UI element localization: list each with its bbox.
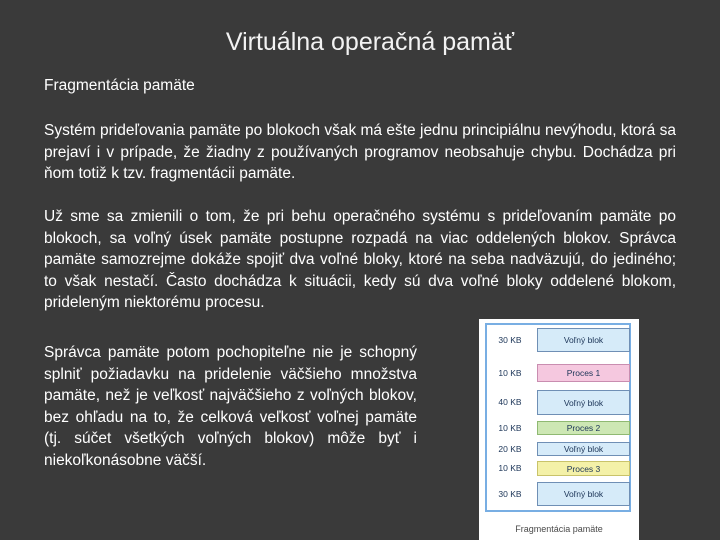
block-size-label: 10 KB — [498, 423, 522, 433]
memory-row — [487, 364, 633, 382]
block-size-label: 20 KB — [498, 444, 522, 454]
free-block: Voľný blok — [537, 390, 630, 415]
free-block: Voľný blok — [537, 328, 630, 352]
process-block: Proces 3 — [537, 461, 630, 476]
block-size-label: 10 KB — [498, 463, 522, 473]
figure-caption: Fragmentácia pamäte — [515, 524, 603, 534]
memory-row — [487, 461, 633, 476]
process-block: Proces 2 — [537, 421, 630, 435]
block-size-label: 30 KB — [498, 335, 522, 345]
memory-row — [487, 482, 633, 506]
paragraph-3: Správca pamäte potom pochopiteľne nie je schopný splniť požiadavku na pridelenie väčšieho množstva pamäte, než je veľkosť najväčšieho z voľných blokov, bez ohľadu na to, že celková veľkosť voľnej pamäte (tj. súčet všetkých voľných blokov) môže byť i niekoľkonásobne väčší. — [44, 344, 417, 469]
memory-row — [487, 328, 633, 352]
memory-row — [487, 421, 633, 435]
paragraph-2: Už sme sa zmienili o tom, že pri behu operačného systému s prideľovaním pamäte po blokoch, sa voľný úsek pamäte postupne rozpadá na viac oddelených blokov. Správca pamäte samozrejme dokáže spojiť dva voľné bloky, ktoré na seba nadväzujú, do jediného; to však nestačí. Často dochádza k situácii, kedy sú dva voľné bloky oddelené blokom, prideleným niektorému procesu. — [44, 208, 676, 312]
paragraph-1: Systém prideľovania pamäte po blokoch však má ešte jednu principiálnu nevýhodu, ktorá sa prejaví i v prípade, že žiadny z používaných programov neobsahuje chybu. Dochádza pri ňom totiž k tzv. fragmentácii pamäte. — [44, 122, 676, 183]
slide-title: Virtuálna operačná pamäť — [225, 28, 515, 56]
block-size-label: 10 KB — [498, 368, 522, 378]
memory-row — [487, 442, 633, 456]
memory-diagram — [485, 323, 631, 512]
free-block: Voľný blok — [537, 482, 630, 506]
free-block: Voľný blok — [537, 442, 630, 456]
slide-subtitle: Fragmentácia pamäte — [44, 77, 195, 94]
memory-row — [487, 390, 633, 415]
memory-fragmentation-figure — [479, 319, 639, 540]
process-block: Proces 1 — [537, 364, 630, 382]
block-size-label: 40 KB — [498, 397, 522, 407]
block-size-label: 30 KB — [498, 489, 522, 499]
